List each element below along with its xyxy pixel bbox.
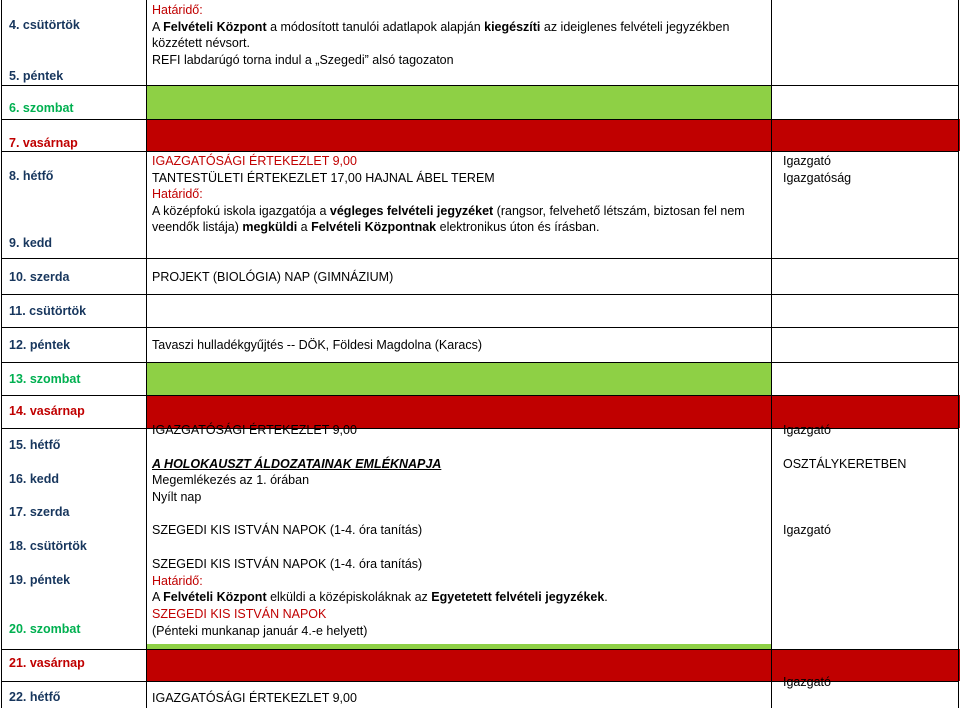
grid-line: [1, 362, 959, 363]
day-label: 14. vasárnap: [9, 404, 85, 418]
day-label: 15. hétfő: [9, 438, 61, 452]
grid-line: [1, 0, 2, 708]
event-text: A középfokú iskola igazgatója a végleges felvételi jegyzéket (rangsor, felvehető létszám, biztosan fel nem: [152, 204, 745, 218]
event-text: IGAZGATÓSÁGI ÉRTEKEZLET 9,00: [152, 423, 357, 437]
grid-line: [958, 0, 959, 708]
event-text: IGAZGATÓSÁGI ÉRTEKEZLET 9,00: [152, 691, 357, 705]
event-text: SZEGEDI KIS ISTVÁN NAPOK (1-4. óra tanítás): [152, 557, 423, 571]
grid-line: [1, 294, 959, 295]
grid-line: [1, 258, 959, 259]
event-text: SZEGEDI KIS ISTVÁN NAPOK: [152, 607, 327, 621]
event-text: Tavaszi hulladékgyűjtés -- DÖK, Földesi Magdolna (Karacs): [152, 338, 482, 352]
day-label: 12. péntek: [9, 338, 71, 352]
deadline-label: Határidő:: [152, 3, 203, 17]
saturday-band-13: [147, 362, 772, 395]
day-label: 19. péntek: [9, 573, 71, 587]
event-text: Nyílt nap: [152, 490, 202, 504]
responsible-text: Igazgatóság: [783, 171, 852, 185]
sunday-band-21: [147, 649, 960, 681]
event-text: A HOLOKAUSZT ÁLDOZATAINAK EMLÉKNAPJA: [152, 457, 442, 471]
responsible-text: Igazgató: [783, 154, 831, 168]
day-label: 13. szombat: [9, 372, 81, 386]
grid-line: [1, 395, 959, 396]
deadline-label: Határidő:: [152, 187, 203, 201]
event-text: A Felvételi Központ elküldi a középiskoláknak az Egyetetett felvételi jegyzékek.: [152, 590, 608, 604]
grid-line: [771, 0, 772, 708]
day-label: 22. hétfő: [9, 690, 61, 704]
grid-line: [1, 119, 959, 120]
responsible-text: Igazgató: [783, 423, 831, 437]
saturday-band-6: [147, 85, 772, 119]
event-text: TANTESTÜLETI ÉRTEKEZLET 17,00 HAJNAL ÁBEL TEREM: [152, 171, 495, 185]
sunday-band-7: [147, 119, 960, 151]
day-label: 21. vasárnap: [9, 656, 85, 670]
event-text: veendők listája) megküldi a Felvételi Központnak elektronikus úton és írásban.: [152, 220, 600, 234]
day-label: 11. csütörtök: [9, 304, 87, 318]
responsible-text: Igazgató: [783, 523, 831, 537]
event-text: (Pénteki munkanap január 4.-e helyett): [152, 624, 368, 638]
grid-line: [1, 327, 959, 328]
event-text: SZEGEDI KIS ISTVÁN NAPOK (1-4. óra tanítás): [152, 523, 423, 537]
grid-line: [1, 649, 959, 650]
day-label: 6. szombat: [9, 101, 74, 115]
event-text: PROJEKT (BIOLÓGIA) NAP (GIMNÁZIUM): [152, 270, 394, 284]
grid-line: [146, 0, 147, 708]
day-label: 10. szerda: [9, 270, 70, 284]
day-label: 7. vasárnap: [9, 136, 78, 150]
grid-line: [1, 85, 959, 86]
event-text: IGAZGATÓSÁGI ÉRTEKEZLET 9,00: [152, 154, 357, 168]
responsible-text: OSZTÁLYKERETBEN: [783, 457, 907, 471]
day-label: 20. szombat: [9, 622, 81, 636]
day-label: 9. kedd: [9, 236, 53, 250]
grid-line: [1, 151, 959, 152]
day-label: 17. szerda: [9, 505, 70, 519]
event-text: Megemlékezés az 1. órában: [152, 473, 310, 487]
day-label: 4. csütörtök: [9, 18, 80, 32]
day-label: 8. hétfő: [9, 169, 54, 183]
event-text: A Felvételi Központ a módosított tanulói adatlapok alapján kiegészíti az ideiglenes felvételi jegyzékben: [152, 20, 730, 34]
event-text: REFI labdarúgó torna indul a „Szegedi” alsó tagozaton: [152, 53, 454, 67]
day-label: 5. péntek: [9, 69, 64, 83]
responsible-text: Igazgató: [783, 675, 831, 689]
deadline-label: Határidő:: [152, 574, 203, 588]
day-label: 16. kedd: [9, 472, 60, 486]
day-label: 18. csütörtök: [9, 539, 87, 553]
event-text: közzétett névsort.: [152, 36, 250, 50]
